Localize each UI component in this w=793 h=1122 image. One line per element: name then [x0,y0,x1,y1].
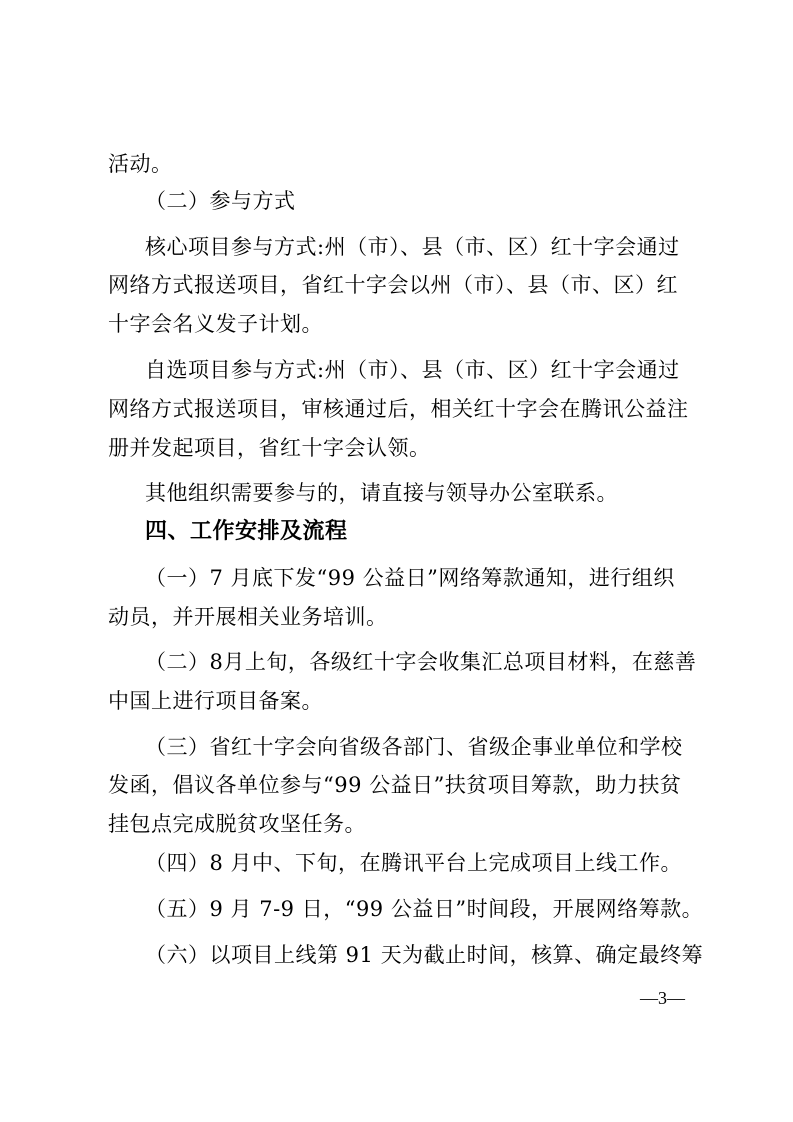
body-line: 网络方式报送项目，省红十字会以州（市）、县（市、区）红 [108,273,678,297]
body-line: 中国上进行项目备案。 [108,689,323,713]
body-line: （一）7 月底下发“99 公益日”网络筹款通知，进行组织 [145,566,675,590]
body-line: 其他组织需要参与的，请直接与领导办公室联系。 [145,481,618,505]
body-line: 动员，并开展相关业务培训。 [108,605,388,629]
body-line: 自选项目参与方式:州（市）、县（市、区）红十字会通过 [145,358,680,382]
body-line: 册并发起项目，省红十字会认领。 [108,436,431,460]
page-number: —3— [640,988,685,1008]
body-line: 网络方式报送项目，审核通过后，相关红十字会在腾讯公益注 [108,397,689,421]
body-line: 十字会名义发子计划。 [108,312,323,336]
body-line: （五）9 月 7-9 日，“99 公益日”时间段，开展网络筹款。 [145,897,704,921]
body-line: （六）以项目上线第 91 天为截止时间，核算、确定最终筹 [145,943,704,967]
body-line: 活动。 [108,152,173,176]
body-line: （三）省红十字会向省级各部门、省级企事业单位和学校 [145,735,683,759]
body-line: 发函，倡议各单位参与“99 公益日”扶贫项目筹款，助力扶贫 [108,773,682,797]
body-line: 挂包点完成脱贫攻坚任务。 [108,812,366,836]
section-heading: 四、工作安排及流程 [145,519,348,544]
body-line: 核心项目参与方式:州（市）、县（市、区）红十字会通过 [145,235,680,259]
subheading-participation: （二）参与方式 [145,189,296,213]
body-line: （二）8月上旬，各级红十字会收集汇总项目材料，在慈善 [145,650,697,674]
body-line: （四）8 月中、下旬，在腾讯平台上完成项目上线工作。 [145,851,683,875]
